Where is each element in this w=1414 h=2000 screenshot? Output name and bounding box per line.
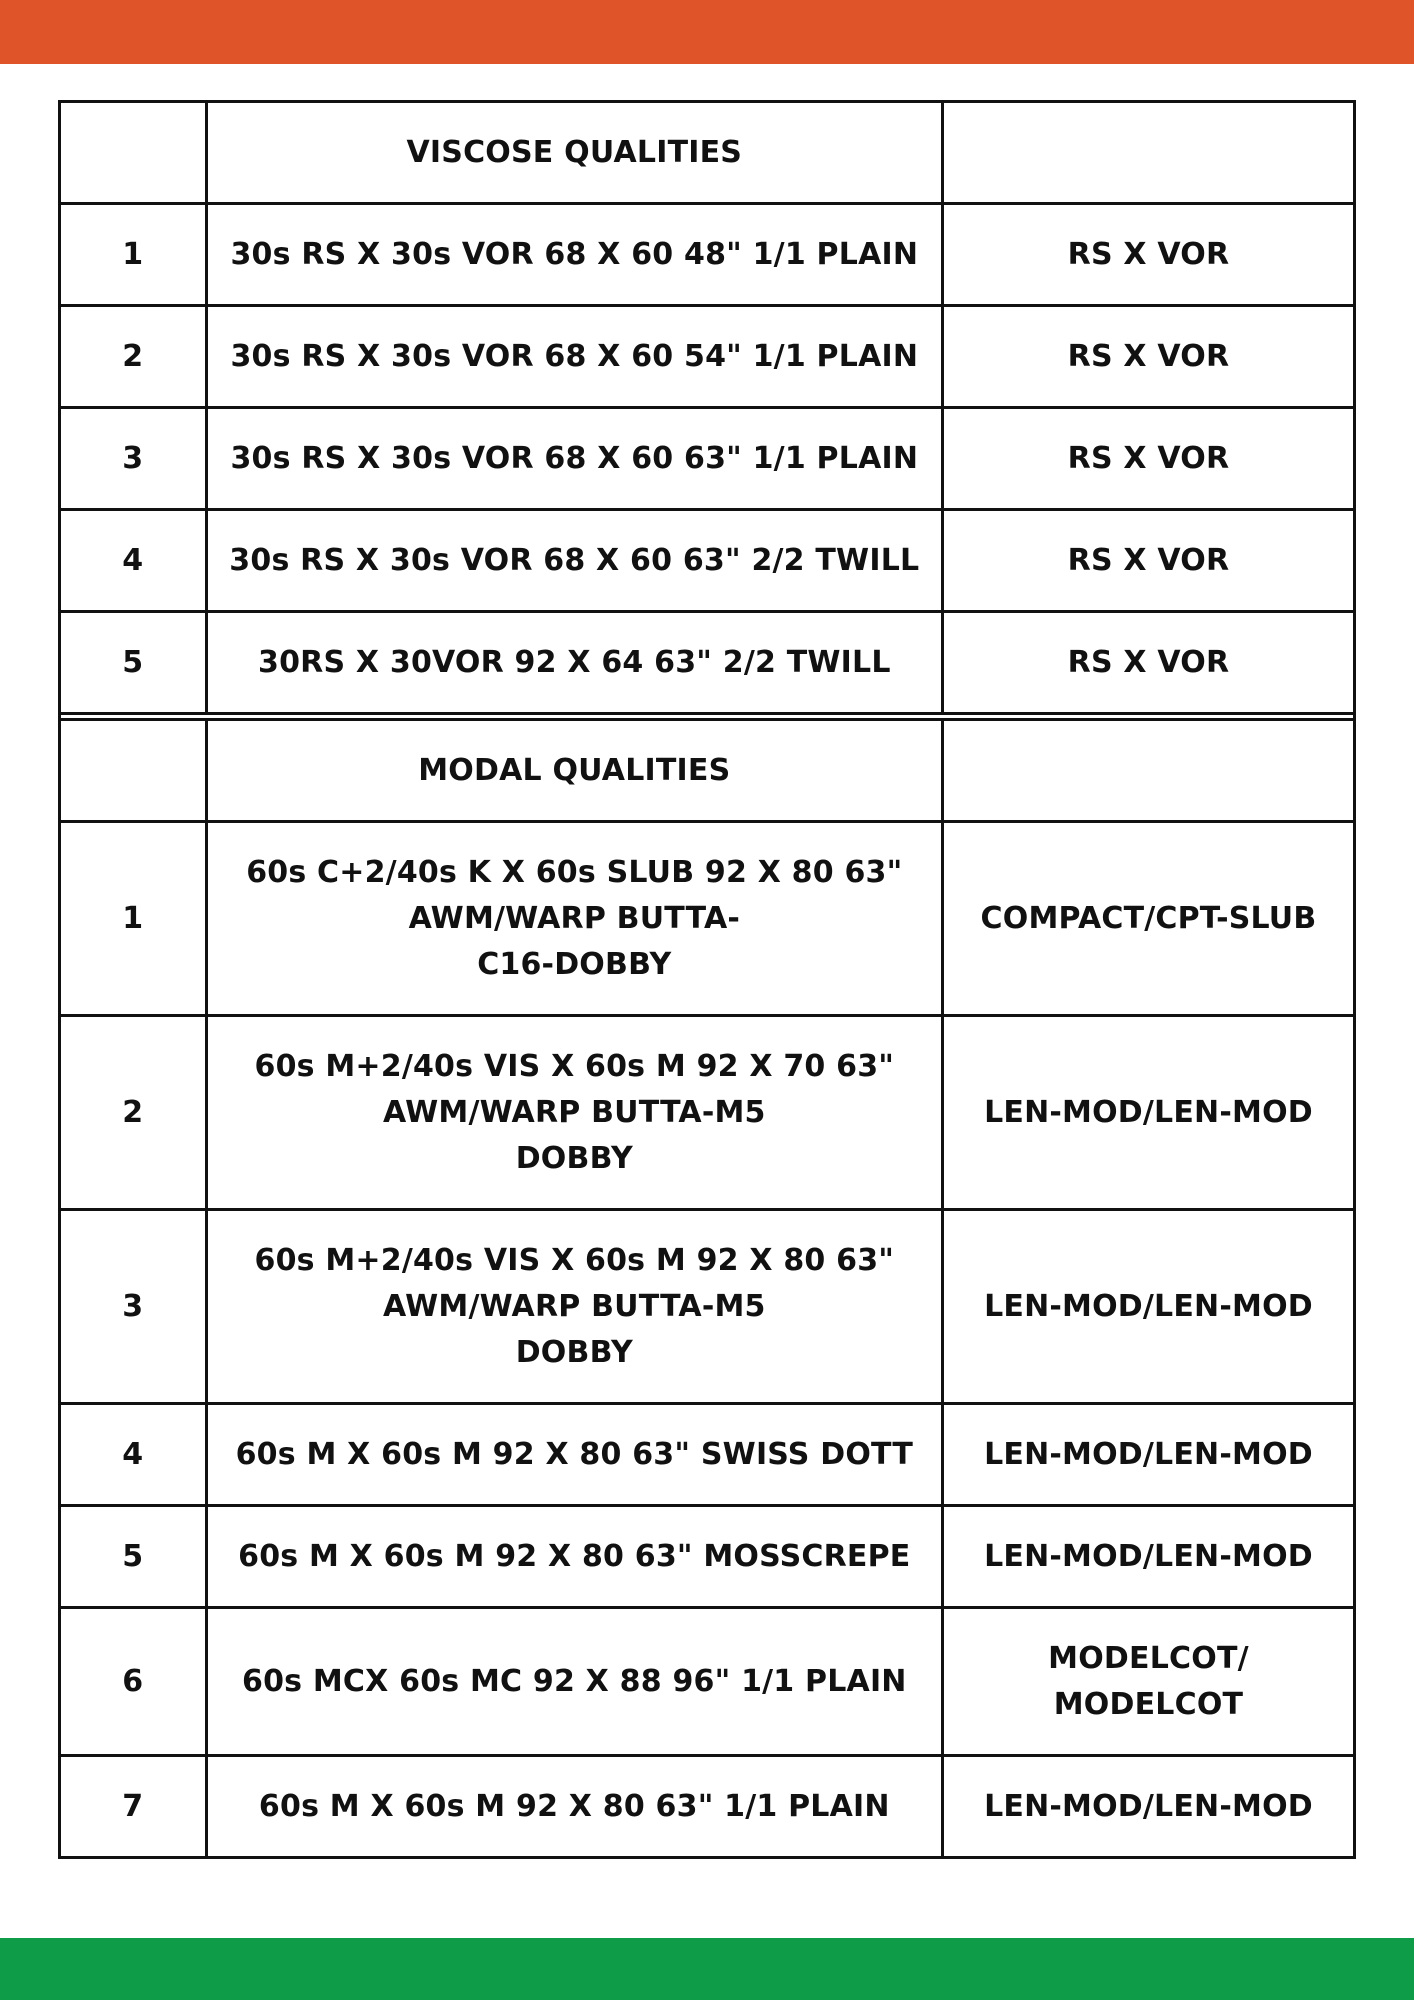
table-row (61, 1757, 1356, 1859)
bottom-color-band (0, 1938, 1414, 2000)
yarn-type: LEN-MOD/LEN-MOD (944, 1757, 1356, 1859)
row-number: 7 (61, 1757, 208, 1859)
yarn-type: RS X VOR (944, 409, 1356, 511)
quality-description: 30s RS X 30s VOR 68 X 60 48" 1/1 PLAIN (208, 205, 944, 307)
table-row (61, 1405, 1356, 1507)
yarn-type: RS X VOR (944, 613, 1356, 715)
table-row (61, 1017, 1356, 1211)
quality-description: 60s M+2/40s VIS X 60s M 92 X 70 63" AWM/WARP BUTTA-M5 DOBBY (208, 1017, 944, 1211)
quality-description: 60s MCX 60s MC 92 X 88 96" 1/1 PLAIN (208, 1609, 944, 1757)
row-number: 2 (61, 307, 208, 409)
quality-description: 30s RS X 30s VOR 68 X 60 54" 1/1 PLAIN (208, 307, 944, 409)
row-number: 3 (61, 409, 208, 511)
table-row (61, 613, 1356, 715)
table-row (61, 205, 1356, 307)
yarn-type: MODELCOT/ MODELCOT (944, 1609, 1356, 1757)
quality-description: 60s M X 60s M 92 X 80 63" 1/1 PLAIN (208, 1757, 944, 1859)
table-row (61, 1609, 1356, 1757)
row-number: 4 (61, 1405, 208, 1507)
quality-description: 30s RS X 30s VOR 68 X 60 63" 1/1 PLAIN (208, 409, 944, 511)
viscose-section-heading: VISCOSE QUALITIES (208, 103, 944, 205)
yarn-type: LEN-MOD/LEN-MOD (944, 1405, 1356, 1507)
modal-section-heading: MODAL QUALITIES (208, 721, 944, 823)
row-number: 6 (61, 1609, 208, 1757)
quality-description: 60s M X 60s M 92 X 80 63" SWISS DOTT (208, 1405, 944, 1507)
row-number: 4 (61, 511, 208, 613)
yarn-type: RS X VOR (944, 511, 1356, 613)
header-number-cell (61, 721, 208, 823)
row-number: 3 (61, 1211, 208, 1405)
viscose-header-row (61, 103, 1356, 205)
yarn-type: RS X VOR (944, 205, 1356, 307)
table-row (61, 823, 1356, 1017)
header-type-cell (944, 103, 1356, 205)
top-color-band (0, 0, 1414, 64)
table-row (61, 1211, 1356, 1405)
row-number: 5 (61, 1507, 208, 1609)
table-row (61, 1507, 1356, 1609)
quality-description: 60s C+2/40s K X 60s SLUB 92 X 80 63" AWM/WARP BUTTA- C16-DOBBY (208, 823, 944, 1017)
table-row (61, 511, 1356, 613)
quality-description: 60s M X 60s M 92 X 80 63" MOSSCREPE (208, 1507, 944, 1609)
yarn-type: LEN-MOD/LEN-MOD (944, 1211, 1356, 1405)
yarn-type: LEN-MOD/LEN-MOD (944, 1017, 1356, 1211)
table-row (61, 307, 1356, 409)
yarn-type: LEN-MOD/LEN-MOD (944, 1507, 1356, 1609)
quality-description: 60s M+2/40s VIS X 60s M 92 X 80 63" AWM/WARP BUTTA-M5 DOBBY (208, 1211, 944, 1405)
qualities-table (58, 100, 1356, 1859)
header-type-cell (944, 721, 1356, 823)
table-row (61, 409, 1356, 511)
quality-description: 30s RS X 30s VOR 68 X 60 63" 2/2 TWILL (208, 511, 944, 613)
modal-header-row (61, 721, 1356, 823)
row-number: 2 (61, 1017, 208, 1211)
header-number-cell (61, 103, 208, 205)
row-number: 1 (61, 823, 208, 1017)
row-number: 5 (61, 613, 208, 715)
row-number: 1 (61, 205, 208, 307)
yarn-type: COMPACT/CPT-SLUB (944, 823, 1356, 1017)
yarn-type: RS X VOR (944, 307, 1356, 409)
quality-description: 30RS X 30VOR 92 X 64 63" 2/2 TWILL (208, 613, 944, 715)
